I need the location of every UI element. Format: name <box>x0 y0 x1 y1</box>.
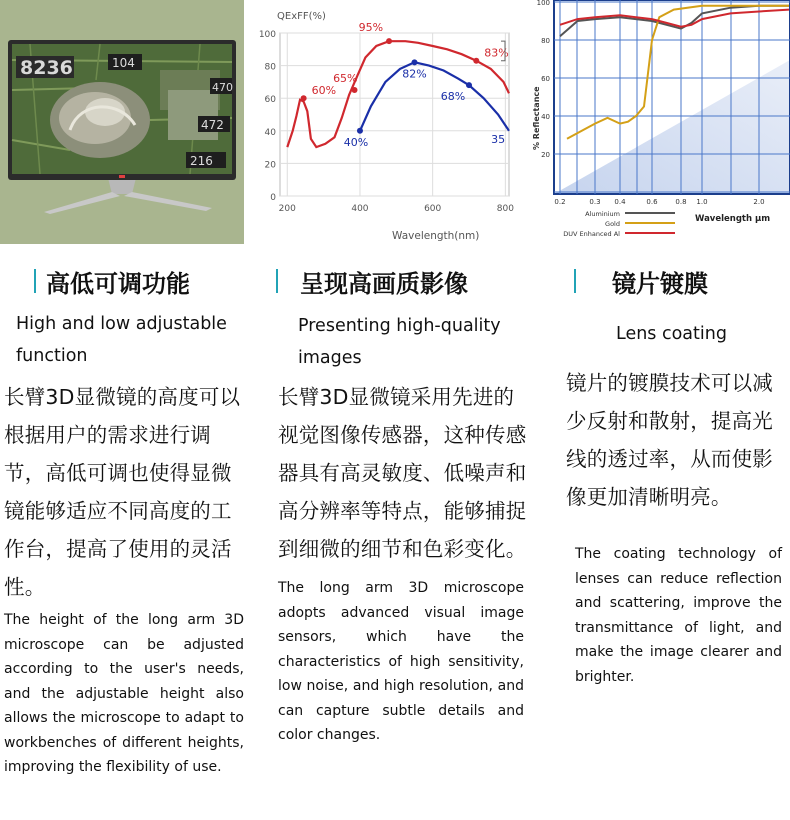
feature-cn-body-1: 长臂3D显微镜的高度可以根据用户的需求进行调节，高低可调也使得显微镜能够适应不同高度的工作台，提高了使用的灵活性。 <box>4 385 241 599</box>
refl-xlabel: Wavelength μm <box>695 214 771 224</box>
refl-y-tick-label: 60 <box>541 75 550 83</box>
qe-y-tick-label: 60 <box>264 95 276 106</box>
refl-x-tick-label: 0.3 <box>589 198 601 206</box>
reflectance-chart <box>527 0 790 244</box>
refl-y-tick-label: 100 <box>536 0 550 7</box>
qe-y-tick-label: 20 <box>264 160 276 171</box>
qe-chart-panel <box>247 0 517 244</box>
refl-x-tick-label: 1.0 <box>696 198 708 206</box>
qe-data-label: 68% <box>440 90 466 104</box>
refl-ylabel: % Reflectance <box>532 86 541 150</box>
chip-label-1: 8236 <box>20 57 73 79</box>
qe-point-marker <box>357 128 363 134</box>
qe-point-marker <box>466 82 472 88</box>
qe-xlabel: Wavelength(nm) <box>392 230 480 242</box>
qe-x-tick-label: 800 <box>496 204 514 214</box>
qe-data-label: 65% <box>333 72 358 86</box>
feature-cn-body-2: 长臂3D显微镜采用先进的视觉图像传感器，这种传感器具有高灵敏度、低噪声和高分辨率等特点，能够捕捉到细微的细节和色彩变化。 <box>278 385 527 561</box>
qe-data-label: 35 <box>491 132 506 146</box>
refl-y-tick-label: 80 <box>541 37 550 45</box>
refl-legend-label: DUV Enhanced Al <box>563 230 620 238</box>
qe-x-tick-label: 400 <box>351 204 369 214</box>
heading-accent-bar <box>34 269 36 293</box>
monitor-leg-left <box>44 192 120 214</box>
qe-data-label: 95% <box>358 21 384 35</box>
qe-data-label: 83% <box>484 46 509 60</box>
qe-y-tick-label: 0 <box>270 193 276 203</box>
qe-data-label: 82% <box>402 67 427 81</box>
qe-data-label: 60% <box>311 84 337 98</box>
feature-heading-2 <box>272 258 528 304</box>
heading-text: 呈现高画质影像 <box>300 269 468 298</box>
refl-x-tick-label: 0.4 <box>614 198 626 206</box>
qe-point-marker <box>352 87 358 93</box>
refl-legend-label: Gold <box>605 220 620 228</box>
refl-y-tick-label: 40 <box>541 113 550 121</box>
feature-cn-body-3: 镜片的镀膜技术可以减少反射和散射，提高光线的透过率，从而使影像更加清晰明亮。 <box>566 371 773 509</box>
qe-point-marker <box>473 58 479 64</box>
chip-label-4: 472 <box>201 118 224 132</box>
heading-text: 镜片镀膜 <box>612 269 708 298</box>
qe-data-label: 40% <box>343 135 369 149</box>
refl-x-tick-label: 0.8 <box>675 198 687 206</box>
qe-y-tick-label: 80 <box>264 62 276 73</box>
power-led <box>119 175 125 178</box>
monitor-illustration <box>0 0 244 244</box>
feature-english-title-3: Lens coating <box>616 324 727 344</box>
qe-chart <box>247 0 517 244</box>
qe-x-tick-label: 200 <box>278 204 296 214</box>
chip-label-3: 470 <box>212 81 233 94</box>
qe-plot-frame <box>280 33 509 196</box>
refl-y-tick-label: 20 <box>541 151 550 159</box>
feature-en-body-2: The long arm 3D microscope adopts advanced visual image sensors, which have the characteristics of high sensitivity, low noise, and high resolution, and can capture subtle details and color changes. <box>278 580 524 743</box>
heading-accent-bar <box>276 269 278 293</box>
chip-label-2: 104 <box>112 56 135 70</box>
feature-column-1 <box>0 258 244 780</box>
refl-legend-label: Aluminium <box>585 210 620 218</box>
qe-point-marker <box>411 59 417 65</box>
heading-accent-bar <box>574 269 576 293</box>
refl-x-tick-label: 0.2 <box>554 198 566 206</box>
feature-column-2 <box>272 258 528 748</box>
reflectance-chart-panel <box>527 0 790 244</box>
feature-heading-3 <box>560 258 790 304</box>
feature-en-body-1: The height of the long arm 3D microscope can be adjusted according to the user's needs, and the adjustable height also allows the microscope to adapt to workbenches of different heights, improving the flexibility of use. <box>4 612 244 775</box>
monitor-leg-right <box>124 192 212 211</box>
heading-text: 高低可调功能 <box>46 269 190 298</box>
feature-english-title-1: High and low adjustable function <box>16 314 227 366</box>
qe-point-marker <box>386 38 392 44</box>
chip-label-5: 216 <box>190 154 213 168</box>
refl-x-tick-label: 0.6 <box>646 198 658 206</box>
qe-chart-title: QExFF(%) <box>277 11 326 22</box>
qe-point-marker <box>301 95 307 101</box>
feature-heading-1 <box>0 258 244 304</box>
qe-y-tick-label: 100 <box>258 30 276 40</box>
refl-x-tick-label: 2.0 <box>753 198 765 206</box>
qe-series-blue <box>360 62 509 131</box>
qe-x-tick-label: 600 <box>424 204 442 214</box>
feature-en-body-3: The coating technology of lenses can reduce reflection and scattering, improve the transmittance of light, and make the image clearer and brighter. <box>575 546 782 685</box>
qe-y-tick-label: 40 <box>264 127 276 138</box>
monitor-photo <box>0 0 244 244</box>
feature-english-title-2: Presenting high-quality images <box>298 316 501 368</box>
monitor-neck <box>108 178 136 194</box>
feature-column-3 <box>560 258 790 689</box>
